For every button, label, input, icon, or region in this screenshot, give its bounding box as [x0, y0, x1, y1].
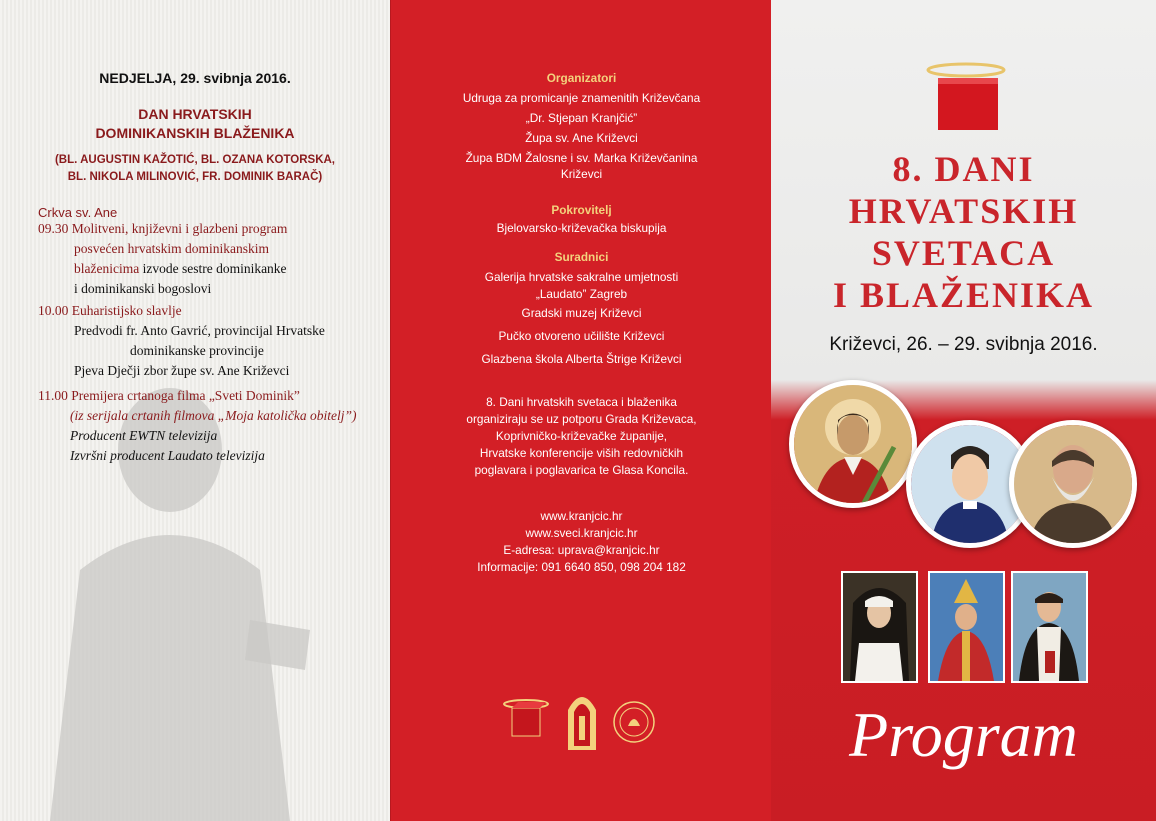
saint-thumbnail-3: [1011, 571, 1088, 683]
schedule-text: Euharistijsko slavlje: [71, 303, 182, 318]
section-heading: Organizatori: [546, 71, 617, 85]
feast-title-line: DOMINIKANSKIH BLAŽENIKA: [95, 125, 295, 141]
collaborator-line: Gradski muzej Križevci: [521, 306, 642, 320]
collaborator-line: Pučko otvoreno učilište Križevci: [498, 329, 665, 343]
organizer-line: Župa BDM Žalosne i sv. Marka Križevčanina: [465, 151, 698, 165]
schedule-text: Producent EWTN televizija: [70, 428, 218, 443]
schedule-text: (iz serijala crtanih filmova „Moja katolička obitelj”): [70, 408, 357, 423]
schedule-item: [38, 219, 287, 299]
title-line: 8. DANI: [892, 149, 1035, 189]
schedule-item: [38, 386, 356, 466]
venue-name: Crkva sv. Ane: [38, 205, 118, 220]
collaborator-line: Galerija hrvatske sakralne umjetnosti: [484, 270, 679, 284]
saint-thumbnail-2: [928, 571, 1005, 683]
phone-info: Informacije: 091 6640 850, 098 204 182: [477, 560, 686, 574]
schedule-text: Molitveni, književni i glazbeni program: [71, 221, 288, 236]
website-link[interactable]: www.kranjcic.hr: [540, 509, 623, 523]
schedule-time: 09.30: [38, 221, 69, 236]
support-line: organiziraju se uz potporu Grada Križevaca,: [466, 412, 697, 426]
feast-title: [0, 105, 390, 143]
email-text[interactable]: E-adresa: uprava@kranjcic.hr: [503, 543, 660, 557]
gothic-window-logo: [568, 697, 596, 750]
organizers-section: [391, 68, 772, 182]
patron-line: Bjelovarsko-križevačka biskupija: [496, 221, 667, 235]
schedule-time: 11.00: [38, 388, 68, 403]
saint-portrait-1: [789, 380, 917, 508]
website-link[interactable]: www.sveci.kranjcic.hr: [525, 526, 638, 540]
organizer-line: Križevci: [560, 167, 603, 181]
cube-halo-icon: [921, 60, 1011, 135]
section-heading: Pokrovitelj: [551, 203, 612, 217]
organizer-line: Udruga za promicanje znamenitih Križevčana: [462, 91, 701, 105]
blessed-names-line: BL. NIKOLA MILINOVIĆ, FR. DOMINIK BARAČ): [67, 171, 323, 183]
schedule-item: [38, 301, 325, 381]
left-panel: [0, 0, 390, 821]
event-dates: Križevci, 26. – 29. svibnja 2016.: [829, 334, 1098, 355]
collaborators-section: [391, 247, 772, 371]
title-line: I BLAŽENIKA: [832, 275, 1095, 315]
title-line: HRVATSKIH: [848, 191, 1079, 231]
schedule-text: izvode sestre dominikanke: [142, 261, 287, 276]
round-seal-logo: [614, 702, 654, 742]
organizer-line: Župa sv. Ane Križevci: [525, 131, 638, 145]
program-title: Program: [849, 699, 1078, 770]
blessed-names-line: (BL. AUGUSTIN KAŽOTIĆ, BL. OZANA KOTORSKA,: [54, 154, 336, 166]
saint-thumbnail-1: [841, 571, 918, 683]
support-line: Hrvatske konferencije viših redovničkih: [479, 446, 684, 460]
support-line: Koprivničko-križevačke županije,: [495, 429, 668, 443]
schedule-text: blaženicima: [74, 261, 140, 276]
schedule-text: Pjeva Dječji zbor župe sv. Ane Križevci: [74, 363, 290, 378]
feast-title-line: DAN HRVATSKIH: [138, 106, 252, 122]
support-note: [391, 394, 772, 479]
section-heading: Suradnici: [554, 250, 609, 264]
middle-panel: [390, 0, 773, 821]
title-line: SVETACA: [871, 233, 1056, 273]
blessed-names: [0, 152, 390, 186]
logos-image: [482, 690, 682, 760]
organizer-line: „Dr. Stjepan Kranjčić”: [525, 111, 638, 125]
main-title: [771, 148, 1156, 316]
collaborator-line: „Laudato” Zagreb: [535, 287, 628, 301]
patron-section: [391, 200, 772, 236]
schedule-text: dominikanske provincije: [130, 343, 264, 358]
contact-section: [391, 508, 772, 576]
saint-portrait-3: [1009, 420, 1137, 548]
support-line: poglavara i poglavarica te Glasa Koncila.: [474, 463, 689, 477]
schedule-text: posvećen hrvatskim dominikanskim: [74, 241, 269, 256]
right-panel: [771, 0, 1156, 821]
schedule-time: 10.00: [38, 303, 69, 318]
logos-row: [391, 690, 772, 765]
event-date: NEDJELJA, 29. svibnja 2016.: [99, 70, 291, 86]
schedule-text: Izvršni producent Laudato televizija: [70, 448, 265, 463]
schedule-text: i dominikanski bogoslovi: [74, 281, 212, 296]
support-line: 8. Dani hrvatskih svetaca i blaženika: [486, 395, 677, 409]
collaborator-line: Glazbena škola Alberta Štrige Križevci: [481, 352, 682, 366]
schedule-text: Predvodi fr. Anto Gavrić, provincijal Hrvatske: [74, 323, 325, 338]
schedule-text: Premijera crtanoga filma „Sveti Dominik”: [71, 388, 300, 403]
cube-halo-logo: [504, 700, 548, 736]
